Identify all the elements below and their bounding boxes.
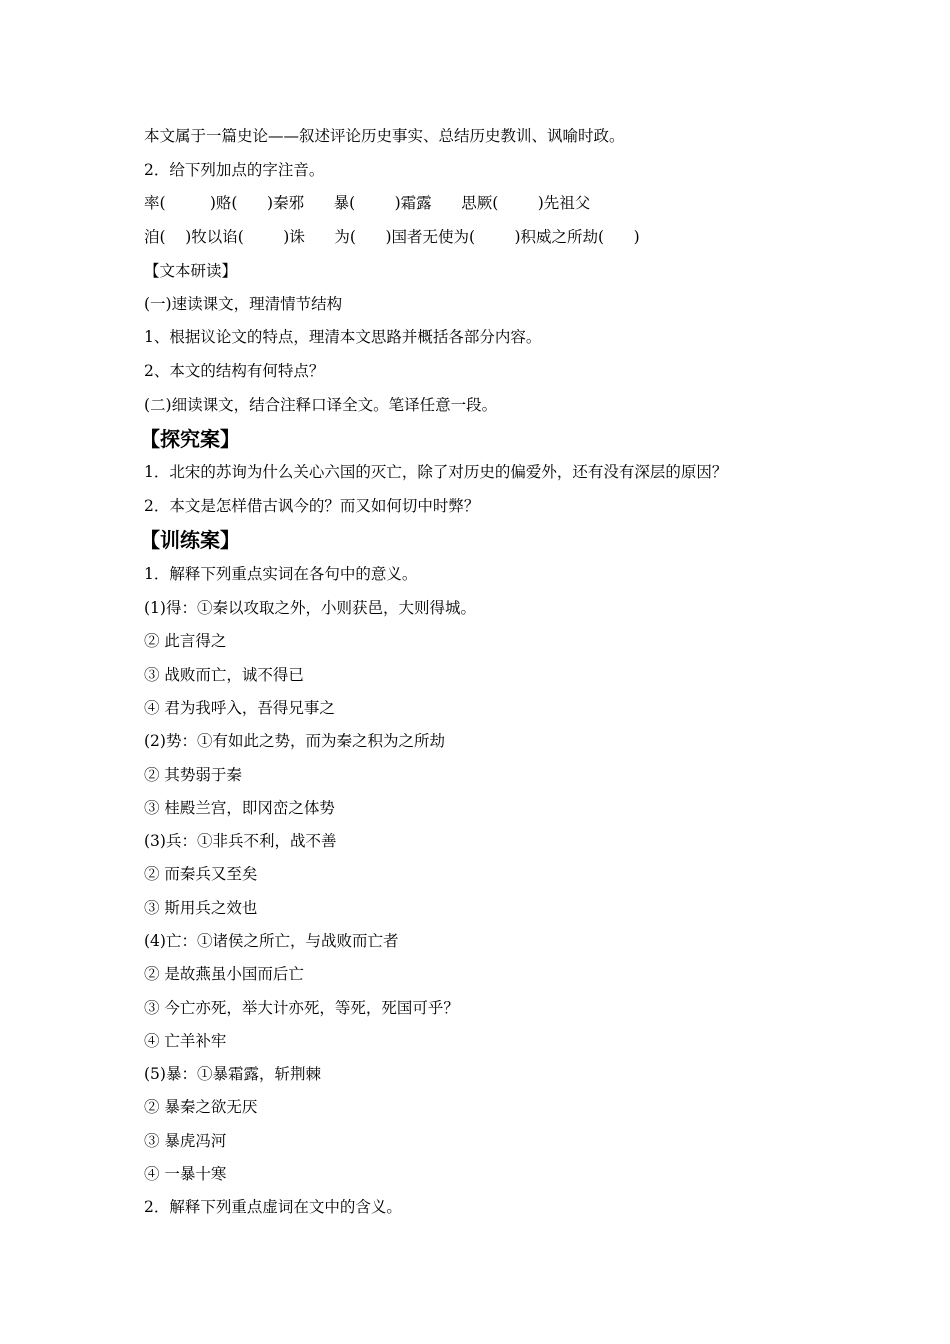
- study-item-3: 2、本文的结构有何特点？: [144, 362, 325, 380]
- training-item: 1．解释下列重点实词在各句中的意义。: [144, 565, 418, 583]
- pinyin-row-1: 率( )赂( )秦邪 暴( )霜露 思厥( )先祖父: [144, 194, 591, 212]
- training-item: ③ 今亡亦死，举大计亦死，等死，死国可乎？: [144, 999, 459, 1017]
- training-item: (4)亡：①诸侯之所亡，与战败而亡者: [144, 932, 399, 950]
- intro-line: 本文属于一篇史论——叙述评论历史事实、总结历史教训、讽喻时政。: [144, 127, 625, 145]
- training-item: ② 暴秦之欲无厌: [144, 1098, 258, 1116]
- training-item: (2)势：①有如此之势，而为秦之积为之所劫: [144, 732, 445, 750]
- training-item: ② 而秦兵又至矣: [144, 865, 258, 883]
- training-item: ③ 战败而亡，诚不得已: [144, 666, 304, 684]
- training-item: (1)得：①秦以攻取之外，小则获邑，大则得城。: [144, 599, 476, 617]
- heading-inquiry: 【探究案】: [140, 427, 240, 451]
- pinyin-row-2: 洎( )牧以谄( )诛 为( )国者无使为( )积威之所劫( ): [144, 228, 640, 246]
- training-item: ② 其势弱于秦: [144, 766, 242, 784]
- training-item: 2．解释下列重点虚词在文中的含义。: [144, 1198, 402, 1216]
- study-item-1: (一)速读课文，理清情节结构: [144, 295, 343, 313]
- training-item: ② 此言得之: [144, 632, 227, 650]
- section-text-study: 【文本研读】: [144, 262, 238, 280]
- heading-training: 【训练案】: [140, 528, 240, 552]
- training-item: ③ 斯用兵之效也: [144, 899, 258, 917]
- training-item: ③ 暴虎冯河: [144, 1132, 227, 1150]
- study-item-4: (二)细读课文，结合注释口译全文。笔译任意一段。: [144, 396, 498, 414]
- training-item: ④ 亡羊补牢: [144, 1032, 227, 1050]
- question-pinyin: 2．给下列加点的字注音。: [144, 161, 325, 179]
- training-item: ④ 君为我呼入，吾得兄事之: [144, 699, 335, 717]
- study-item-2: 1、根据议论文的特点，理清本文思路并概括各部分内容。: [144, 328, 542, 346]
- training-item: ③ 桂殿兰宫，即冈峦之体势: [144, 799, 335, 817]
- training-item: (3)兵：①非兵不利，战不善: [144, 832, 337, 850]
- training-item: (5)暴：①暴霜露，斩荆棘: [144, 1065, 321, 1083]
- training-item: ④ 一暴十寒: [144, 1165, 227, 1183]
- inquiry-item-2: 2．本文是怎样借古讽今的？而又如何切中时弊？: [144, 497, 480, 515]
- training-item: ② 是故燕虽小国而后亡: [144, 965, 304, 983]
- inquiry-item-1: 1．北宋的苏询为什么关心六国的灭亡，除了对历史的偏爱外，还有没有深层的原因？: [144, 463, 728, 481]
